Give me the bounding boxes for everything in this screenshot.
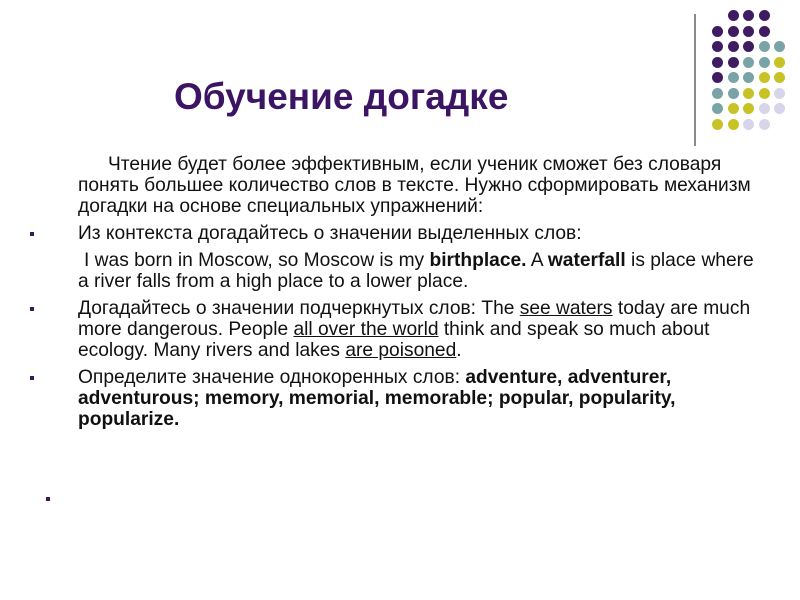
bullet-text: Догадайтесь о значении подчеркнутых слов: The xyxy=(78,298,520,319)
cognate-word-list: adventure, adventurer, adventurous; memory, memorial, memorable; popular, popularity, popularize. xyxy=(78,367,676,430)
decorative-dot xyxy=(759,57,770,68)
decorative-dot xyxy=(728,88,739,99)
decorative-dot xyxy=(759,88,770,99)
decorative-dot xyxy=(743,10,754,21)
decorative-dot xyxy=(712,72,723,83)
empty-bullet-marker xyxy=(46,497,50,501)
bullet-text: Определите значение однокоренных слов: xyxy=(78,367,466,388)
decorative-dot xyxy=(774,57,785,68)
underlined-all-over-the-world: all over the world xyxy=(293,319,439,340)
decorative-dot xyxy=(774,72,785,83)
decorative-dot xyxy=(728,119,739,130)
decorative-dot xyxy=(712,88,723,99)
bullet-text: think and speak so much about ecology. Many rivers and lakes xyxy=(78,319,710,361)
decorative-dot xyxy=(743,41,754,52)
decorative-dot xyxy=(759,72,770,83)
decorative-dot xyxy=(774,103,785,114)
decorative-divider-line xyxy=(694,14,696,146)
decorative-dot xyxy=(759,41,770,52)
decorative-dot xyxy=(743,57,754,68)
decorative-dot xyxy=(743,88,754,99)
slide-title: Обучение догадке xyxy=(174,76,509,117)
decorative-dot xyxy=(712,26,723,37)
decorative-dot xyxy=(759,26,770,37)
example-sentence xyxy=(78,250,768,292)
decorative-dot xyxy=(712,103,723,114)
decorative-dot xyxy=(728,103,739,114)
highlight-birthplace: birthplace. xyxy=(429,250,527,271)
decorative-dot xyxy=(743,103,754,114)
decorative-dot xyxy=(743,119,754,130)
decorative-dot xyxy=(759,103,770,114)
decorative-dot xyxy=(728,57,739,68)
decorative-dot xyxy=(774,41,785,52)
bullet-context-label: Из контекста догадайтесь о значении выделенных слов: xyxy=(78,223,768,244)
bullet-cognate-words xyxy=(78,367,768,430)
example-text: is place where a river falls from a high place to a lower place. xyxy=(78,250,754,292)
decorative-dot xyxy=(743,26,754,37)
highlight-waterfall: waterfall xyxy=(547,250,626,271)
decorative-dot xyxy=(728,10,739,21)
bullet-text: . xyxy=(456,340,462,361)
underlined-are-poisoned: are poisoned xyxy=(345,340,457,361)
decorative-dot xyxy=(728,72,739,83)
underlined-see-waters: see waters xyxy=(519,298,613,319)
decorative-dot-grid xyxy=(712,10,784,136)
decorative-dot xyxy=(728,26,739,37)
decorative-dot xyxy=(712,41,723,52)
intro-paragraph: Чтение будет более эффективным, если ученик сможет без словаря понять большее количество слов в тексте. Нужно сформировать механизм догадки на основе специальных упражнений: xyxy=(78,154,751,217)
example-text: A xyxy=(526,250,548,271)
decorative-dot xyxy=(743,72,754,83)
decorative-dot xyxy=(712,57,723,68)
bullet-text: today are much more dangerous. People xyxy=(78,298,751,340)
bullet-underlined-words xyxy=(78,298,768,361)
decorative-dot xyxy=(728,41,739,52)
decorative-dot xyxy=(774,88,785,99)
decorative-dot xyxy=(759,119,770,130)
slide-body xyxy=(78,154,768,436)
example-text: I was born in Moscow, so Moscow is my xyxy=(84,250,430,271)
decorative-dot xyxy=(759,10,770,21)
decorative-dot xyxy=(712,119,723,130)
